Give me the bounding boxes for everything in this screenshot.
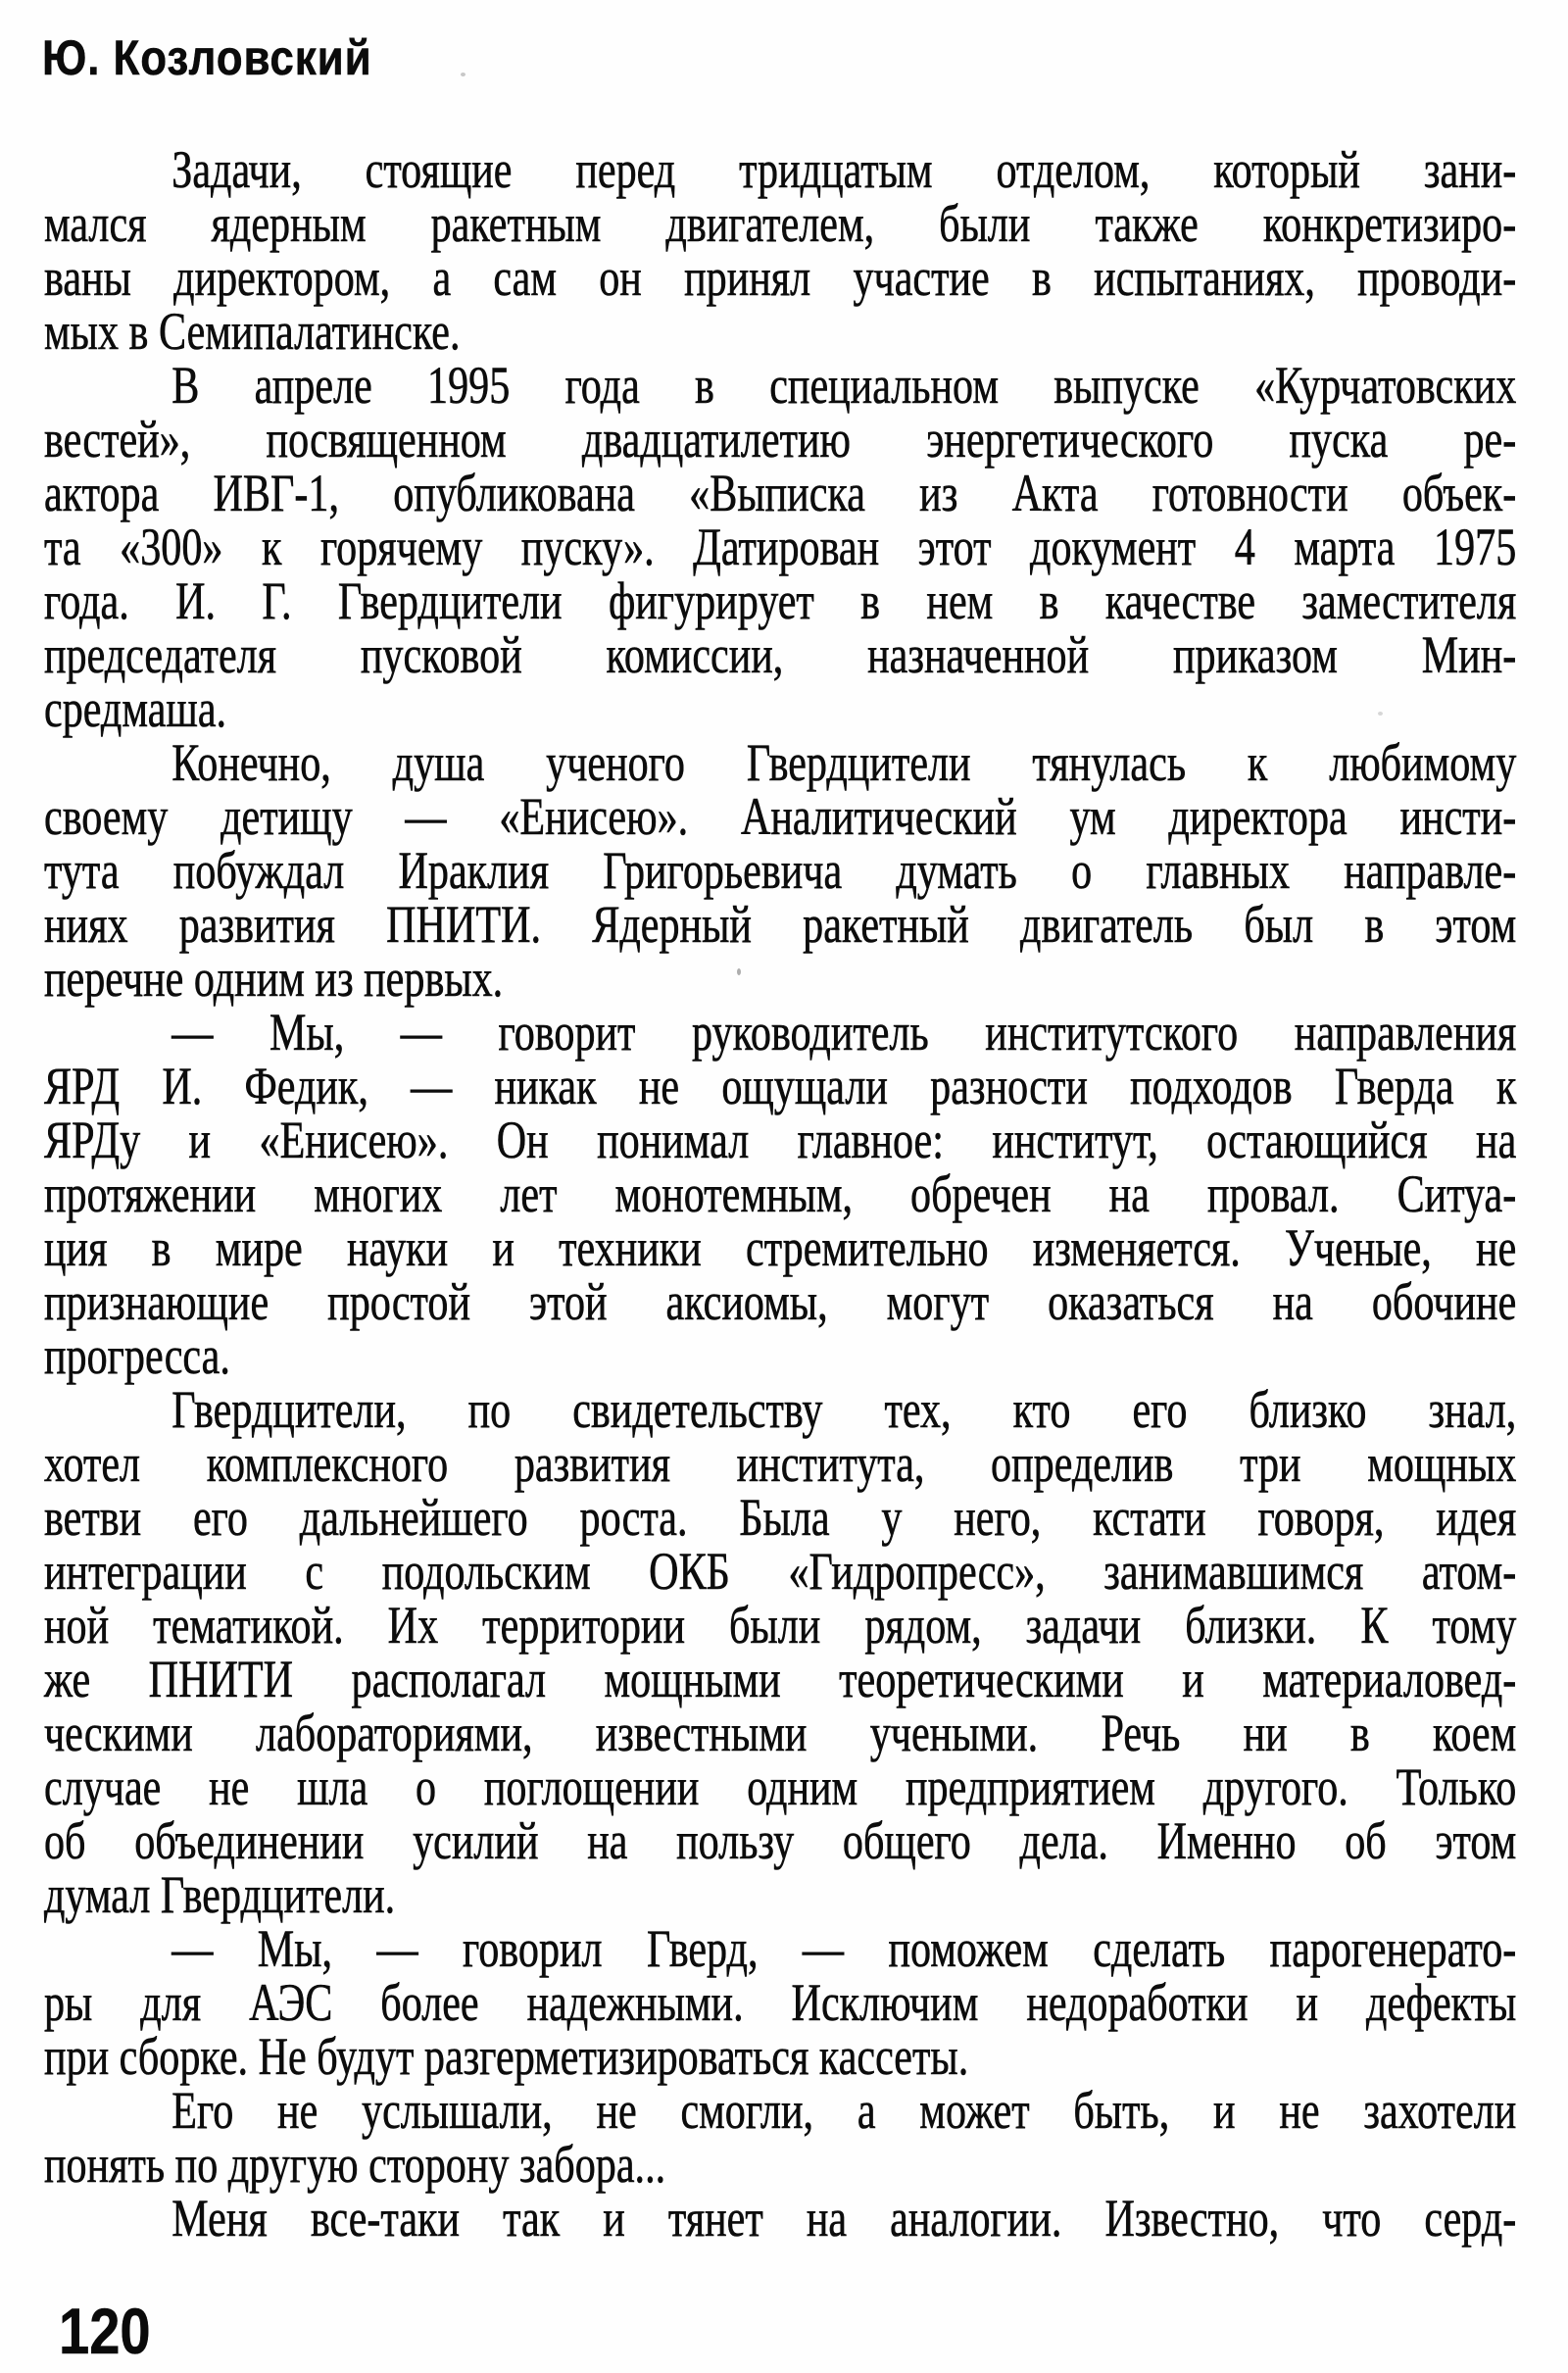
text-line: средмаша. xyxy=(44,679,227,738)
text-line: ниях развития ПНИТИ. Ядерный ракетный двигатель был в этом xyxy=(44,895,1517,954)
paragraph xyxy=(44,140,1517,361)
scan-speck xyxy=(737,968,741,975)
text-line: ваны директором, а сам он принял участие в испытаниях, проводи- xyxy=(44,248,1517,307)
text-line: Его не услышали, не смогли, а может быть, и не захотели xyxy=(172,2081,1517,2140)
paragraph xyxy=(44,733,1517,1008)
text-line: мался ядерным ракетным двигателем, были также конкретизиро- xyxy=(44,194,1517,253)
text-line: ры для АЭС более надежными. Исключим недоработки и дефекты xyxy=(44,1973,1517,2032)
text-line: та «300» к горячему пуску». Датирован этот документ 4 марта 1975 xyxy=(44,518,1517,576)
text-line: ЯРД И. Федик, — никак не ощущали разности подходов Гверда к xyxy=(44,1057,1517,1115)
paragraph xyxy=(44,2081,1517,2194)
paragraph xyxy=(44,2189,1517,2248)
text-line: председателя пусковой комиссии, назначенной приказом Мин- xyxy=(44,625,1517,684)
paragraph xyxy=(44,1003,1517,1385)
text-line: тута побуждал Ираклия Григорьевича думать о главных направле- xyxy=(44,841,1517,900)
text-line: В апреле 1995 года в специальном выпуске «Курчатовских xyxy=(172,356,1517,415)
text-line: вестей», посвященном двадцатилетию энергетического пуска ре- xyxy=(44,410,1517,469)
text-line: — Мы, — говорил Гверд, — поможем сделать парогенерато- xyxy=(172,1919,1517,1978)
text-line: признающие простой этой аксиомы, могут оказаться на обочине xyxy=(44,1272,1517,1331)
text-line: Гвердцители, по свидетельству тех, кто его близко знал, xyxy=(172,1380,1517,1439)
text-line: Меня все-таки так и тянет на аналогии. Известно, что серд- xyxy=(172,2189,1517,2248)
text-line: — Мы, — говорит руководитель институтского направления xyxy=(172,1003,1517,1062)
paragraph xyxy=(44,1380,1517,1924)
text-line: Конечно, душа ученого Гвердцители тянулась к любимому xyxy=(172,733,1517,792)
text-line: об объединении усилий на пользу общего дела. Именно об этом xyxy=(44,1811,1517,1870)
text-line: протяжении многих лет монотемным, обречен на провал. Ситуа- xyxy=(44,1164,1517,1223)
text-line: перечне одним из первых. xyxy=(44,949,504,1008)
text-line: же ПНИТИ располагал мощными теоретическими и материаловед- xyxy=(44,1650,1517,1708)
text-line: интеграции с подольским ОКБ «Гидропресс», занимавшимся атом- xyxy=(44,1542,1517,1601)
text-line: ция в мире науки и техники стремительно изменяется. Ученые, не xyxy=(44,1218,1517,1277)
text-line: при сборке. Не будут разгерметизироваться кассеты. xyxy=(44,2027,969,2086)
text-line: актора ИВГ-1, опубликована «Выписка из Акта готовности объек- xyxy=(44,464,1517,522)
paragraph xyxy=(44,1919,1517,2086)
text-line: прогресса. xyxy=(44,1326,230,1385)
text-line: ческими лабораториями, известными учеными. Речь ни в коем xyxy=(44,1704,1517,1762)
text-line: ной тематикой. Их территории были рядом, задачи близки. К тому xyxy=(44,1596,1517,1655)
page-number: 120 xyxy=(59,2295,151,2367)
scan-speck xyxy=(1378,712,1383,716)
text-line: понять по другую сторону забора... xyxy=(44,2135,666,2194)
paragraph xyxy=(44,356,1517,738)
text-line: Задачи, стоящие перед тридцатым отделом, который зани- xyxy=(172,140,1517,199)
scan-speck xyxy=(461,73,466,76)
author-header: Ю. Козловский xyxy=(42,30,372,85)
text-line: года. И. Г. Гвердцители фигурирует в нем в качестве заместителя xyxy=(44,571,1517,630)
text-line: мых в Семипалатинске. xyxy=(44,302,461,361)
text-line: случае не шла о поглощении одним предприятием другого. Только xyxy=(44,1757,1517,1816)
body-text xyxy=(44,140,1517,2248)
text-line: ЯРДу и «Енисею». Он понимал главное: институт, остающийся на xyxy=(44,1111,1517,1169)
text-line: думал Гвердцители. xyxy=(44,1865,396,1924)
text-line: своему детищу — «Енисею». Аналитический ум директора инсти- xyxy=(44,787,1517,846)
text-line: хотел комплексного развития института, определив три мощных xyxy=(44,1434,1517,1493)
text-line: ветви его дальнейшего роста. Была у него, кстати говоря, идея xyxy=(44,1488,1517,1547)
